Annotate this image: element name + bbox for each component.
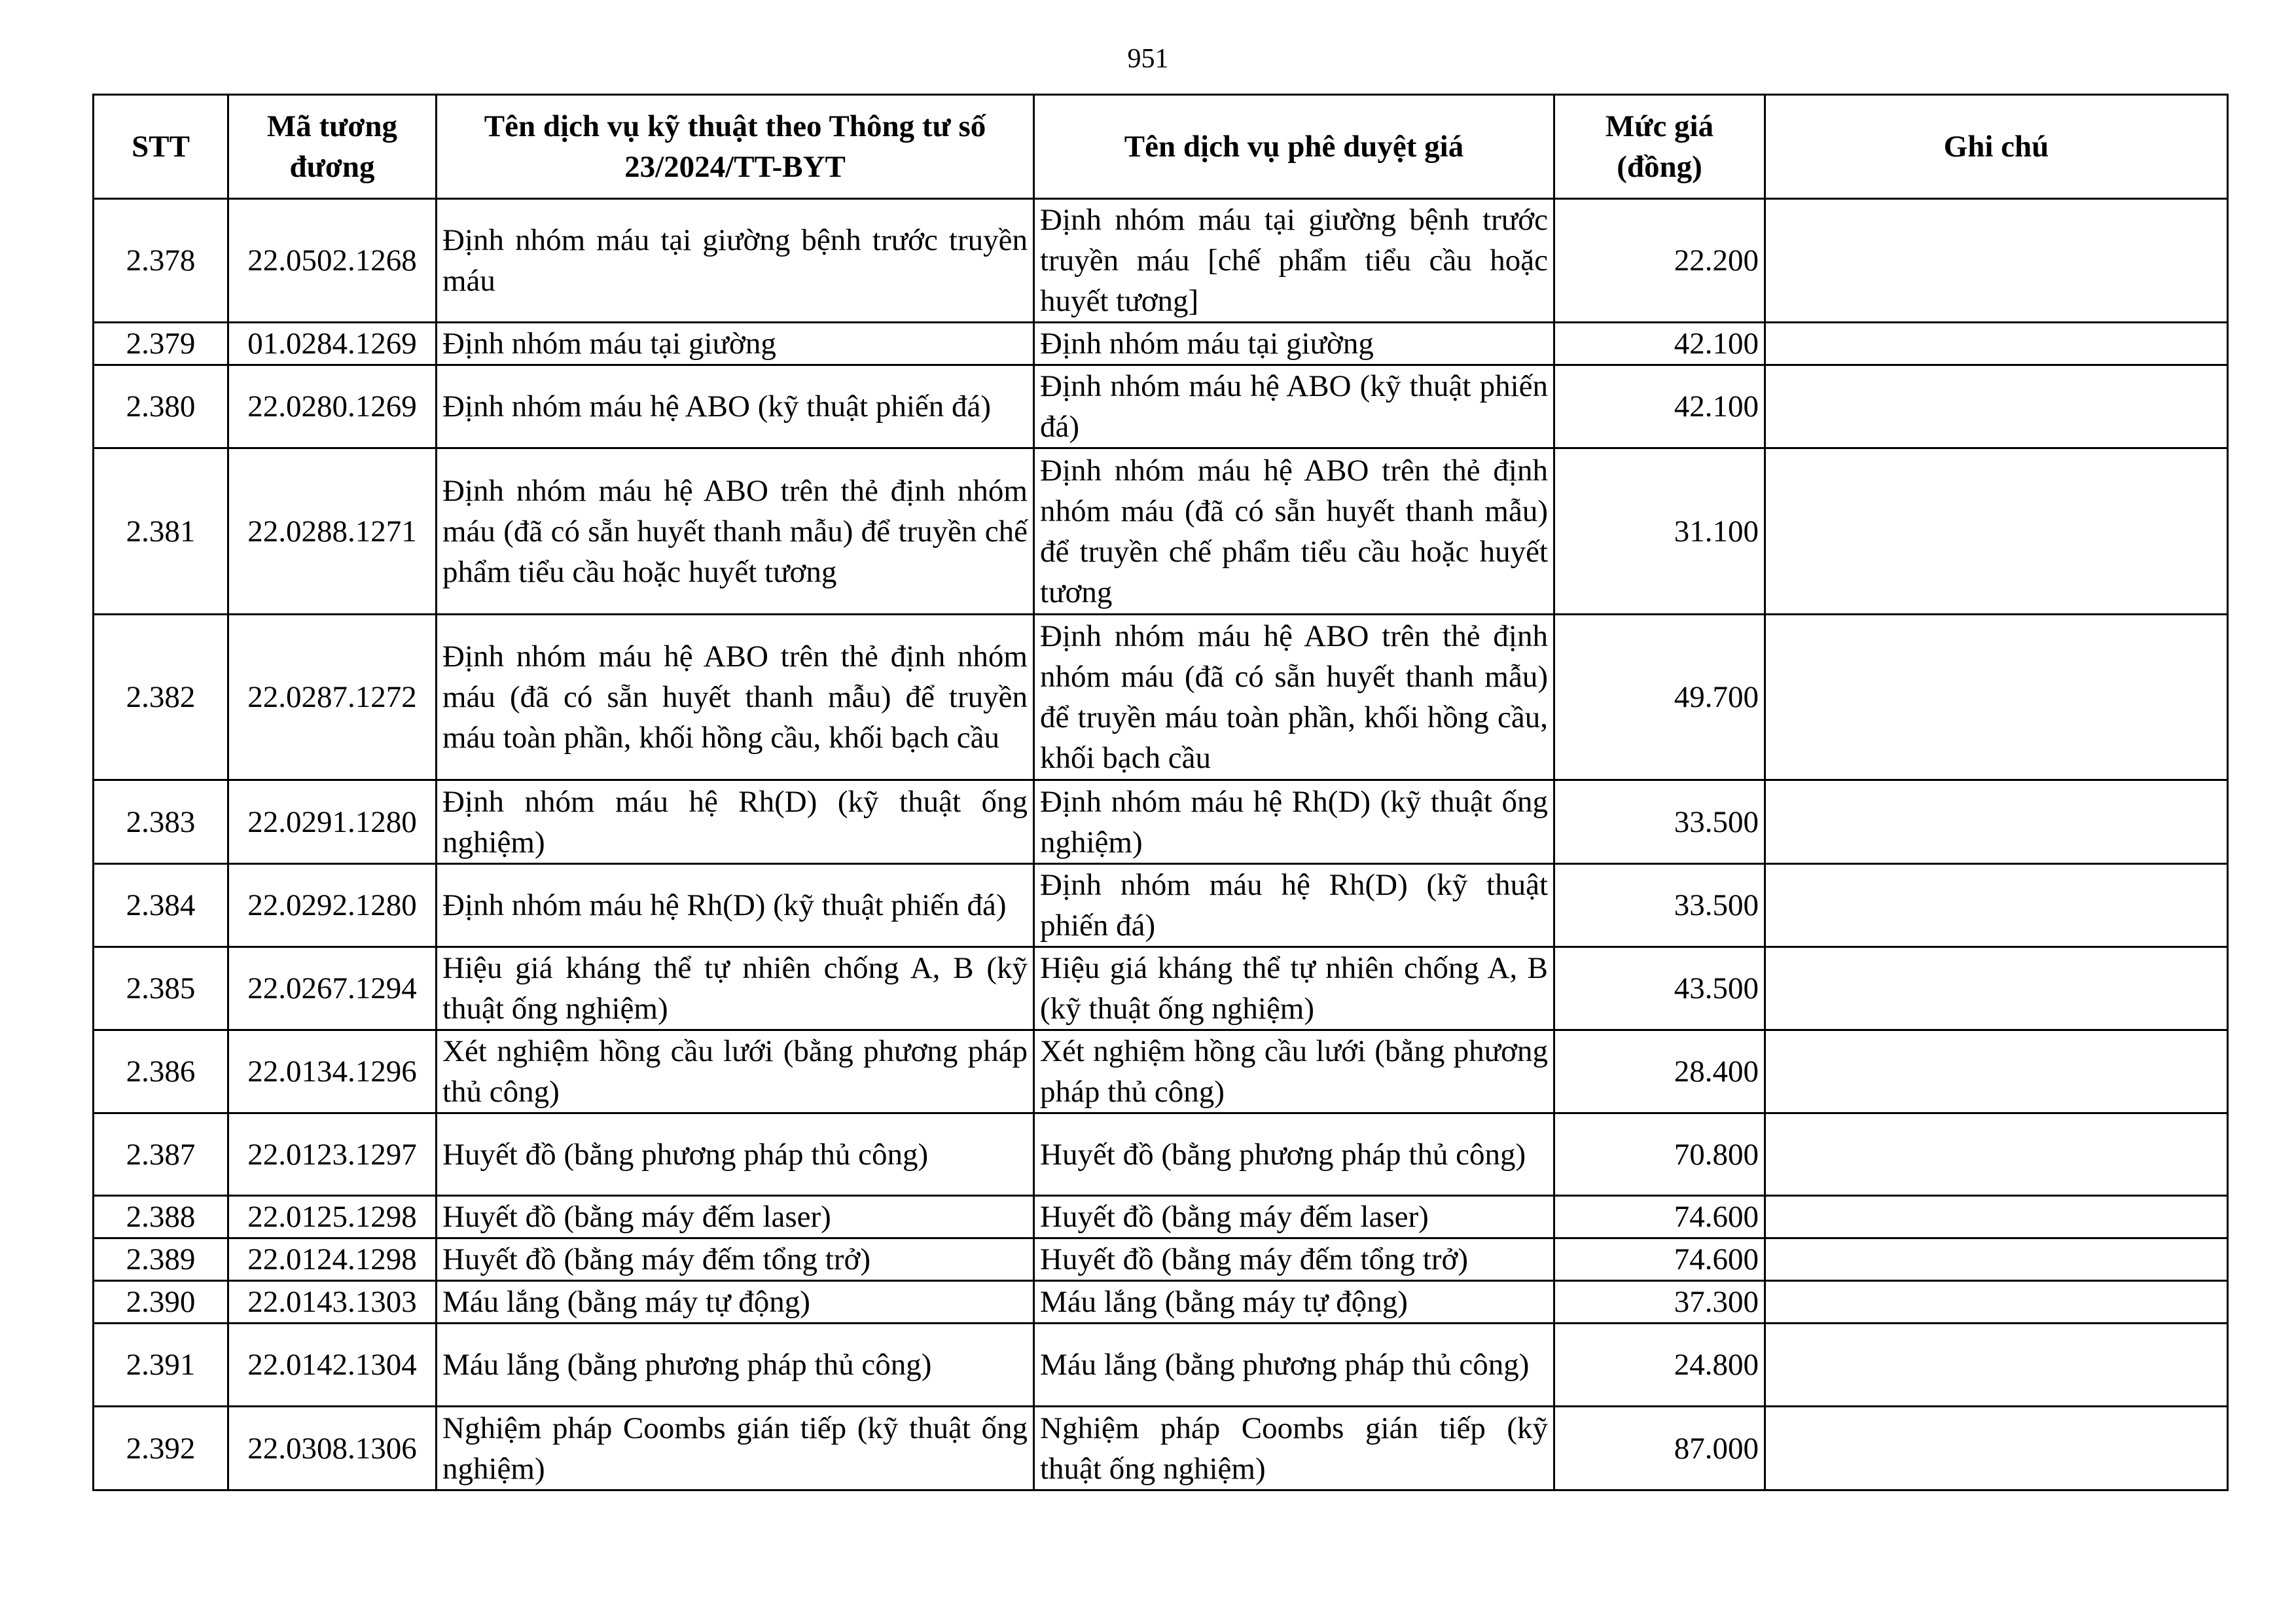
cell-ten-dich-vu-ky-thuat: Định nhóm máu tại giường bệnh trước truyền máu	[437, 199, 1034, 323]
cell-stt: 2.387	[94, 1113, 228, 1196]
cell-muc-gia: 33.500	[1554, 780, 1765, 864]
cell-muc-gia: 33.500	[1554, 864, 1765, 947]
cell-ten-dich-vu-ky-thuat: Huyết đồ (bằng máy đếm laser)	[437, 1196, 1034, 1238]
cell-ten-dich-vu-ky-thuat: Huyết đồ (bằng phương pháp thủ công)	[437, 1113, 1034, 1196]
cell-ten-dich-vu-phe-duyet: Định nhóm máu hệ ABO (kỹ thuật phiến đá)	[1034, 365, 1554, 448]
cell-ten-dich-vu-ky-thuat: Định nhóm máu hệ Rh(D) (kỹ thuật ống nghiệm)	[437, 780, 1034, 864]
cell-stt: 2.378	[94, 199, 228, 323]
table-row	[94, 1281, 2228, 1324]
cell-ma-tuong-duong: 22.0123.1297	[228, 1113, 437, 1196]
cell-ten-dich-vu-phe-duyet: Định nhóm máu hệ Rh(D) (kỹ thuật ống nghiệm)	[1034, 780, 1554, 864]
cell-muc-gia: 70.800	[1554, 1113, 1765, 1196]
cell-ten-dich-vu-phe-duyet: Xét nghiệm hồng cầu lưới (bằng phương pháp thủ công)	[1034, 1030, 1554, 1113]
cell-ghi-chu	[1765, 323, 2228, 365]
cell-stt: 2.389	[94, 1238, 228, 1281]
table-row	[94, 199, 2228, 323]
cell-muc-gia: 87.000	[1554, 1407, 1765, 1490]
cell-ten-dich-vu-phe-duyet: Nghiệm pháp Coombs gián tiếp (kỹ thuật ống nghiệm)	[1034, 1407, 1554, 1490]
cell-ghi-chu	[1765, 947, 2228, 1030]
header-stt: STT	[94, 95, 228, 199]
cell-muc-gia: 31.100	[1554, 448, 1765, 615]
cell-ghi-chu	[1765, 864, 2228, 947]
cell-stt: 2.392	[94, 1407, 228, 1490]
cell-ten-dich-vu-phe-duyet: Huyết đồ (bằng máy đếm tổng trở)	[1034, 1238, 1554, 1281]
cell-stt: 2.391	[94, 1324, 228, 1407]
cell-ten-dich-vu-phe-duyet: Huyết đồ (bằng máy đếm laser)	[1034, 1196, 1554, 1238]
cell-ten-dich-vu-phe-duyet: Máu lắng (bằng máy tự động)	[1034, 1281, 1554, 1324]
table-row	[94, 1407, 2228, 1490]
cell-ten-dich-vu-ky-thuat: Định nhóm máu hệ Rh(D) (kỹ thuật phiến đá)	[437, 864, 1034, 947]
cell-ghi-chu	[1765, 1407, 2228, 1490]
cell-muc-gia: 42.100	[1554, 365, 1765, 448]
table-body	[94, 199, 2228, 1490]
cell-stt: 2.384	[94, 864, 228, 947]
cell-ma-tuong-duong: 22.0267.1294	[228, 947, 437, 1030]
cell-stt: 2.388	[94, 1196, 228, 1238]
cell-ma-tuong-duong: 22.0288.1271	[228, 448, 437, 615]
cell-ma-tuong-duong: 22.0308.1306	[228, 1407, 437, 1490]
cell-ma-tuong-duong: 22.0134.1296	[228, 1030, 437, 1113]
cell-ten-dich-vu-phe-duyet: Định nhóm máu hệ Rh(D) (kỹ thuật phiến đá)	[1034, 864, 1554, 947]
table-row	[94, 780, 2228, 864]
cell-stt: 2.383	[94, 780, 228, 864]
cell-ten-dich-vu-ky-thuat: Huyết đồ (bằng máy đếm tổng trở)	[437, 1238, 1034, 1281]
cell-ghi-chu	[1765, 365, 2228, 448]
cell-ten-dich-vu-phe-duyet: Định nhóm máu tại giường	[1034, 323, 1554, 365]
cell-muc-gia: 28.400	[1554, 1030, 1765, 1113]
cell-ten-dich-vu-phe-duyet: Máu lắng (bằng phương pháp thủ công)	[1034, 1324, 1554, 1407]
table-row	[94, 323, 2228, 365]
cell-stt: 2.385	[94, 947, 228, 1030]
cell-ten-dich-vu-phe-duyet: Định nhóm máu hệ ABO trên thẻ định nhóm máu (đã có sẵn huyết thanh mẫu) để truyền chế phẩm tiểu cầu hoặc huyết tương	[1034, 448, 1554, 615]
cell-ma-tuong-duong: 22.0292.1280	[228, 864, 437, 947]
cell-ghi-chu	[1765, 1030, 2228, 1113]
cell-ghi-chu	[1765, 1113, 2228, 1196]
cell-muc-gia: 43.500	[1554, 947, 1765, 1030]
cell-muc-gia: 42.100	[1554, 323, 1765, 365]
cell-ten-dich-vu-ky-thuat: Xét nghiệm hồng cầu lưới (bằng phương pháp thủ công)	[437, 1030, 1034, 1113]
cell-ma-tuong-duong: 01.0284.1269	[228, 323, 437, 365]
table-row	[94, 365, 2228, 448]
cell-ten-dich-vu-ky-thuat: Hiệu giá kháng thể tự nhiên chống A, B (kỹ thuật ống nghiệm)	[437, 947, 1034, 1030]
cell-stt: 2.382	[94, 615, 228, 780]
cell-ghi-chu	[1765, 199, 2228, 323]
cell-ten-dich-vu-phe-duyet: Định nhóm máu hệ ABO trên thẻ định nhóm máu (đã có sẵn huyết thanh mẫu) để truyền máu toàn phần, khối hồng cầu, khối bạch cầu	[1034, 615, 1554, 780]
cell-ma-tuong-duong: 22.0142.1304	[228, 1324, 437, 1407]
cell-ghi-chu	[1765, 1324, 2228, 1407]
table-row	[94, 615, 2228, 780]
header-ghi-chu: Ghi chú	[1765, 95, 2228, 199]
header-ma-tuong-duong: Mã tương đương	[228, 95, 437, 199]
cell-stt: 2.379	[94, 323, 228, 365]
cell-muc-gia: 37.300	[1554, 1281, 1765, 1324]
cell-muc-gia: 22.200	[1554, 199, 1765, 323]
cell-ma-tuong-duong: 22.0143.1303	[228, 1281, 437, 1324]
header-row	[94, 95, 2228, 199]
cell-ma-tuong-duong: 22.0280.1269	[228, 365, 437, 448]
table-row	[94, 1113, 2228, 1196]
cell-ten-dich-vu-ky-thuat: Định nhóm máu hệ ABO (kỹ thuật phiến đá)	[437, 365, 1034, 448]
cell-ma-tuong-duong: 22.0502.1268	[228, 199, 437, 323]
cell-ten-dich-vu-phe-duyet: Hiệu giá kháng thể tự nhiên chống A, B (kỹ thuật ống nghiệm)	[1034, 947, 1554, 1030]
header-ten-dich-vu-phe-duyet: Tên dịch vụ phê duyệt giá	[1034, 95, 1554, 199]
cell-ghi-chu	[1765, 1196, 2228, 1238]
cell-ghi-chu	[1765, 615, 2228, 780]
table-row	[94, 1196, 2228, 1238]
cell-ten-dich-vu-ky-thuat: Máu lắng (bằng máy tự động)	[437, 1281, 1034, 1324]
page-number: 951	[1127, 44, 1169, 74]
cell-ten-dich-vu-phe-duyet: Huyết đồ (bằng phương pháp thủ công)	[1034, 1113, 1554, 1196]
cell-stt: 2.381	[94, 448, 228, 615]
cell-ghi-chu	[1765, 780, 2228, 864]
table-row	[94, 1238, 2228, 1281]
cell-ten-dich-vu-ky-thuat: Máu lắng (bằng phương pháp thủ công)	[437, 1324, 1034, 1407]
cell-ghi-chu	[1765, 1238, 2228, 1281]
cell-ma-tuong-duong: 22.0287.1272	[228, 615, 437, 780]
header-muc-gia: Mức giá (đồng)	[1554, 95, 1765, 199]
cell-ten-dich-vu-ky-thuat: Nghiệm pháp Coombs gián tiếp (kỹ thuật ống nghiệm)	[437, 1407, 1034, 1490]
cell-muc-gia: 49.700	[1554, 615, 1765, 780]
cell-ma-tuong-duong: 22.0291.1280	[228, 780, 437, 864]
table-row	[94, 1324, 2228, 1407]
table-row	[94, 448, 2228, 615]
price-table	[92, 94, 2229, 1491]
cell-stt: 2.380	[94, 365, 228, 448]
cell-ten-dich-vu-ky-thuat: Định nhóm máu hệ ABO trên thẻ định nhóm máu (đã có sẵn huyết thanh mẫu) để truyền máu toàn phần, khối hồng cầu, khối bạch cầu	[437, 615, 1034, 780]
cell-muc-gia: 74.600	[1554, 1196, 1765, 1238]
table-row	[94, 1030, 2228, 1113]
table-row	[94, 947, 2228, 1030]
header-ten-dich-vu-ky-thuat: Tên dịch vụ kỹ thuật theo Thông tư số 23/2024/TT-BYT	[437, 95, 1034, 199]
table-row	[94, 864, 2228, 947]
cell-stt: 2.390	[94, 1281, 228, 1324]
cell-ten-dich-vu-phe-duyet: Định nhóm máu tại giường bệnh trước truyền máu [chế phẩm tiểu cầu hoặc huyết tương]	[1034, 199, 1554, 323]
cell-ghi-chu	[1765, 448, 2228, 615]
cell-ghi-chu	[1765, 1281, 2228, 1324]
cell-ten-dich-vu-ky-thuat: Định nhóm máu hệ ABO trên thẻ định nhóm máu (đã có sẵn huyết thanh mẫu) để truyền chế phẩm tiểu cầu hoặc huyết tương	[437, 448, 1034, 615]
cell-muc-gia: 24.800	[1554, 1324, 1765, 1407]
cell-ma-tuong-duong: 22.0124.1298	[228, 1238, 437, 1281]
cell-ma-tuong-duong: 22.0125.1298	[228, 1196, 437, 1238]
cell-muc-gia: 74.600	[1554, 1238, 1765, 1281]
cell-ten-dich-vu-ky-thuat: Định nhóm máu tại giường	[437, 323, 1034, 365]
cell-stt: 2.386	[94, 1030, 228, 1113]
